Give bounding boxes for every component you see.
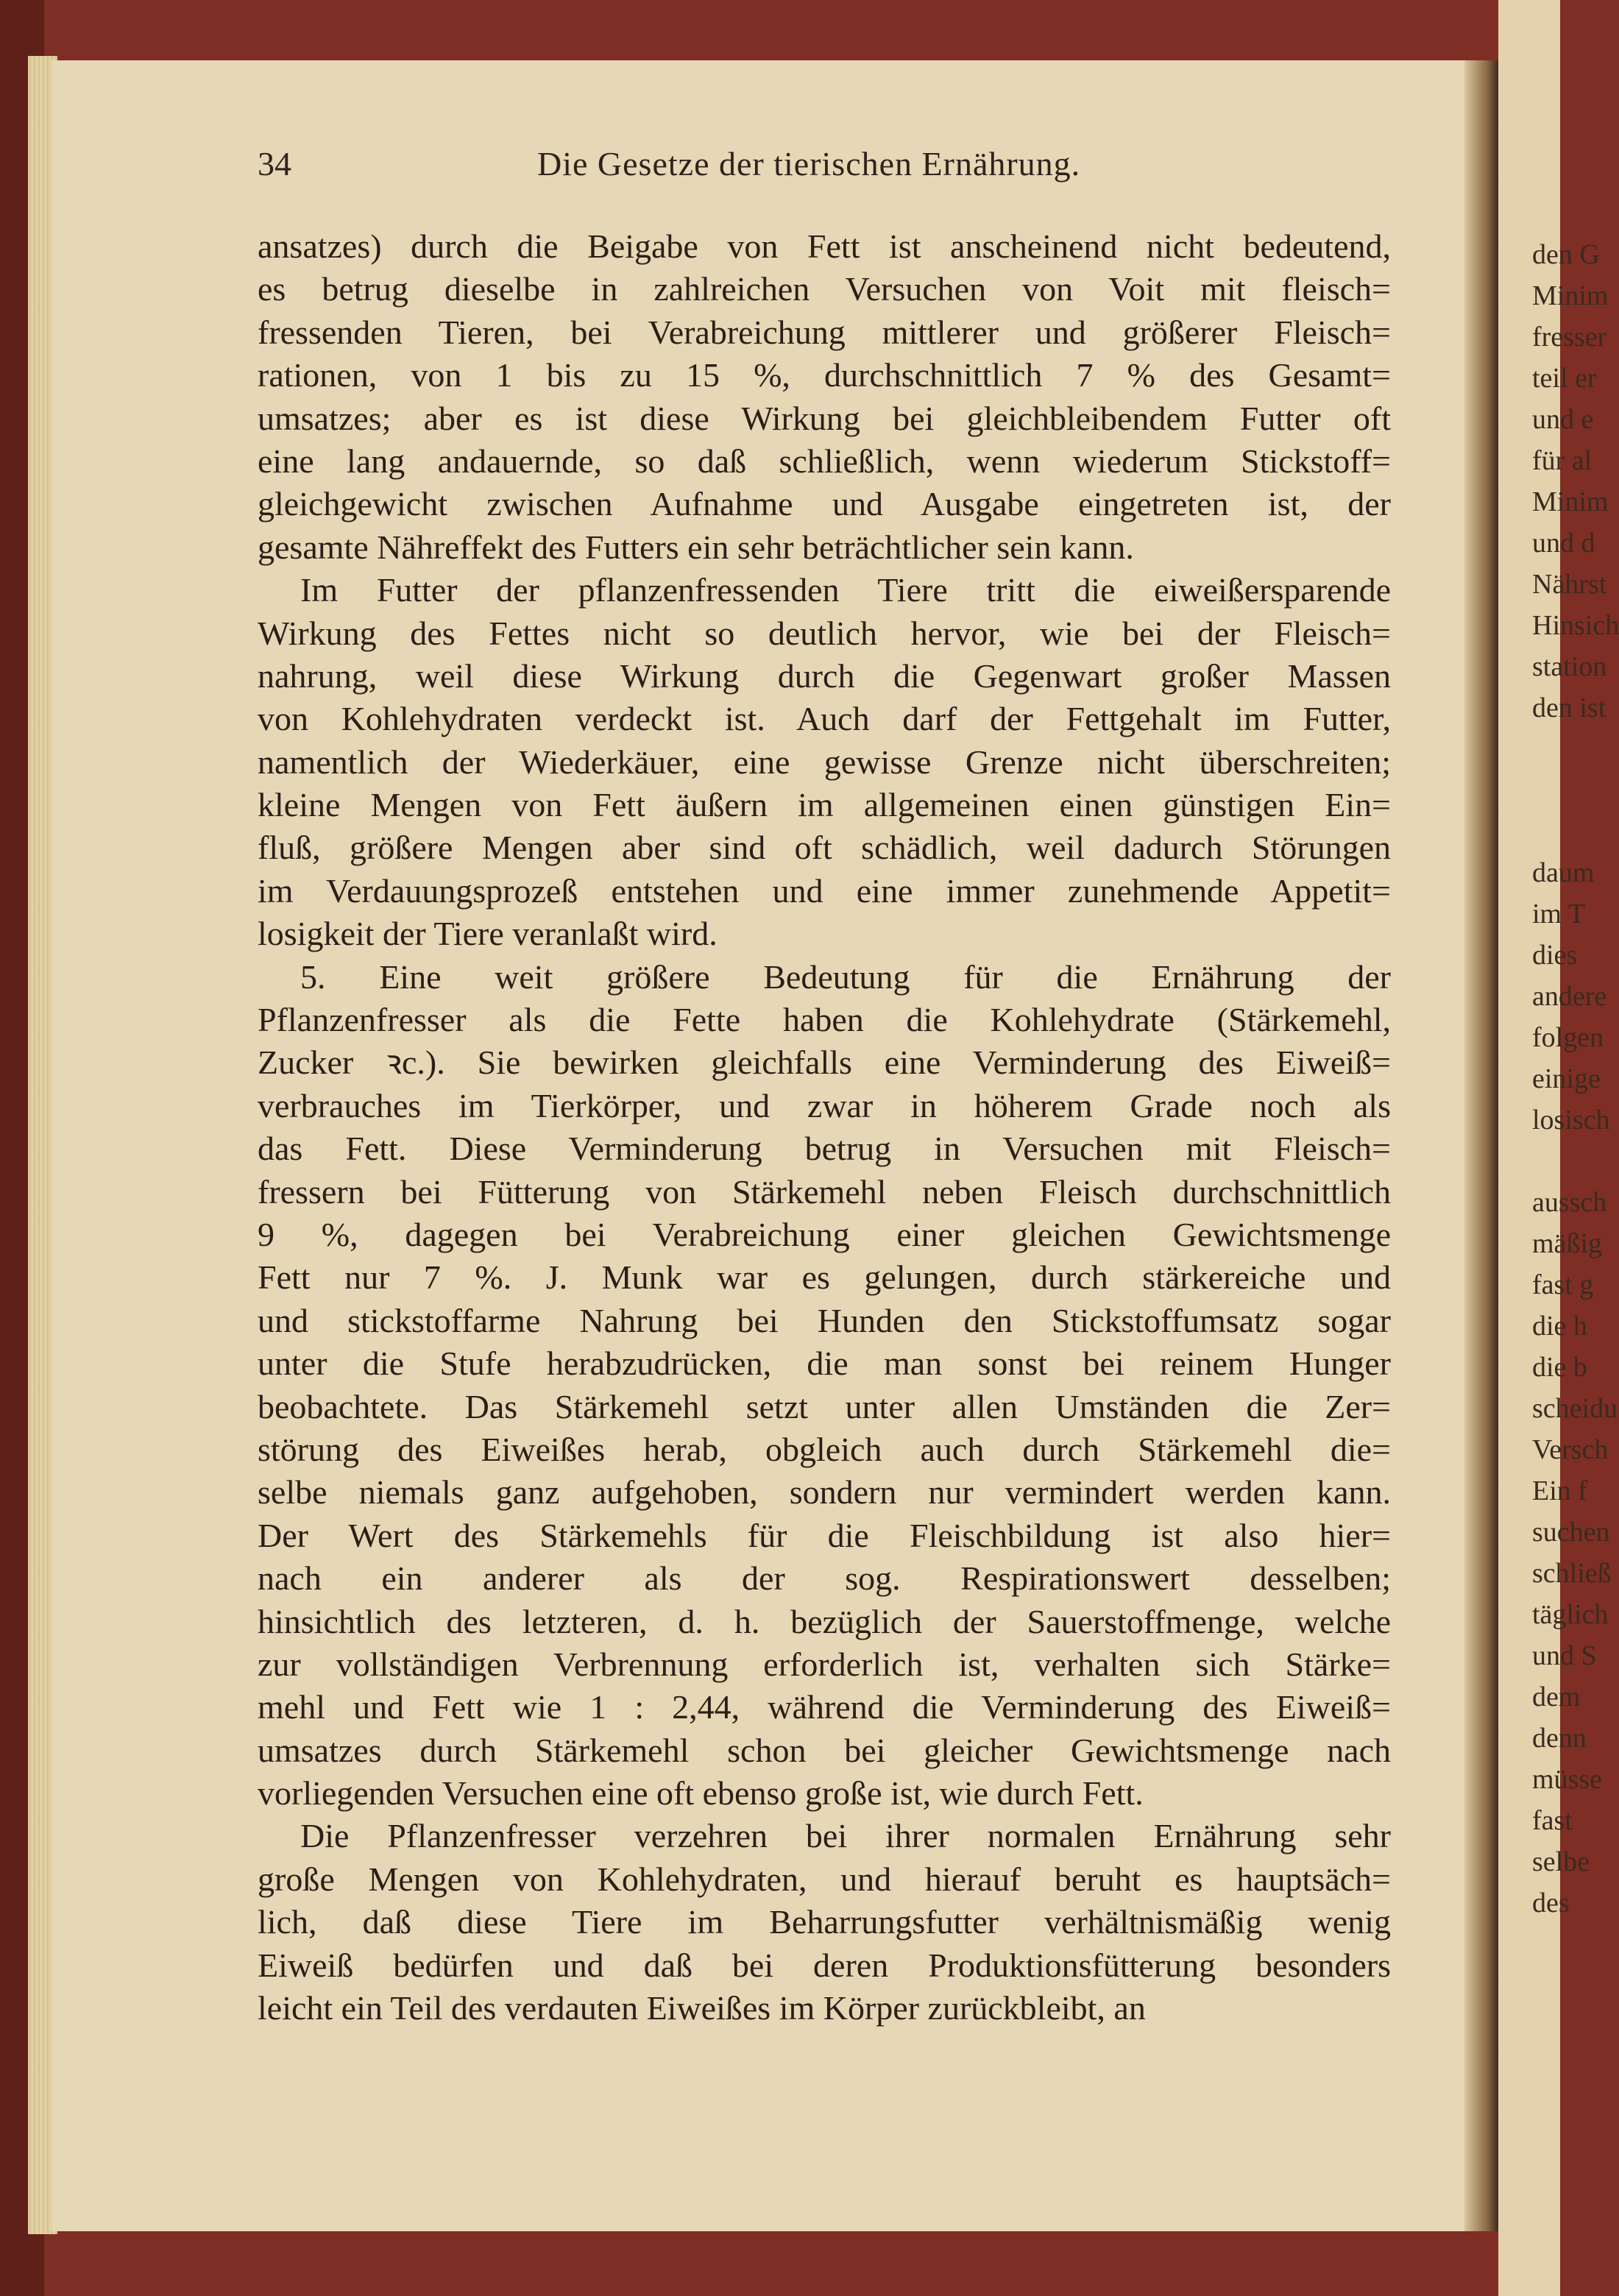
adjacent-page-fragment: müsse xyxy=(1532,1764,1602,1795)
text-line: nach ein anderer als der sog. Respirationswert desselben; xyxy=(258,1559,1391,1598)
text-line: 5. Eine weit größere Bedeutung für die Ernährung der xyxy=(300,957,1391,996)
text-line: störung des Eiweißes herab, obgleich auch durch Stärkemehl die= xyxy=(258,1430,1391,1468)
adjacent-page-fragment xyxy=(1532,729,1591,770)
text-line: Eiweiß bedürfen und daß bei deren Produktionsfütterung besonders xyxy=(258,1946,1391,1984)
adjacent-page-fragment: Ein f xyxy=(1532,1475,1587,1506)
text-line: kleine Mengen von Fett äußern im allgemeinen einen günstigen Ein= xyxy=(258,786,1391,824)
adjacent-page-fragment xyxy=(1532,1141,1591,1182)
text-line: und stickstoffarme Nahrung bei Hunden den Stickstoffumsatz sogar xyxy=(258,1301,1391,1339)
adjacent-page-fragment: und e xyxy=(1532,404,1594,435)
text-line: beobachtete. Das Stärkemehl setzt unter allen Umständen die Zer= xyxy=(258,1387,1391,1425)
text-line: Fett nur 7 %. J. Munk war es gelungen, durch stärkereiche und xyxy=(258,1258,1391,1297)
text-line: ansatzes) durch die Beigabe von Fett ist anscheinend nicht bedeutend, xyxy=(258,227,1391,265)
body-text xyxy=(258,225,1391,2030)
adjacent-page-fragment: Minim xyxy=(1532,486,1609,517)
adjacent-page-fragment: andere xyxy=(1532,981,1607,1012)
adjacent-page-fragment: und S xyxy=(1532,1640,1597,1671)
text-line: im Verdauungsprozeß entstehen und eine immer zunehmende Appetit= xyxy=(258,871,1391,910)
text-line: fressenden Tieren, bei Verabreichung mittlerer und größerer Fleisch= xyxy=(258,313,1391,351)
adjacent-page-fragment: Versch xyxy=(1532,1434,1609,1465)
text-line: zur vollständigen Verbrennung erforderlich ist, verhalten sich Stärke= xyxy=(258,1645,1391,1683)
text-line: gesamte Nähreffekt des Futters ein sehr beträchtlicher sein kann. xyxy=(258,528,1134,566)
text-line: selbe niemals ganz aufgehoben, sondern nur vermindert werden kann. xyxy=(258,1473,1391,1512)
adjacent-page-fragment: fast g xyxy=(1532,1269,1594,1300)
adjacent-page-fragment: im T xyxy=(1532,899,1586,929)
text-line: das Fett. Diese Verminderung betrug in Versuchen mit Fleisch= xyxy=(258,1130,1391,1168)
adjacent-page-fragment: den ist xyxy=(1532,692,1606,723)
adjacent-page-fragment: losisch xyxy=(1532,1105,1610,1135)
text-line: hinsichtlich des letzteren, d. h. bezüglich der Sauerstoffmenge, welche xyxy=(258,1602,1391,1640)
text-line: es betrug dieselbe in zahlreichen Versuchen von Voit mit fleisch= xyxy=(258,270,1391,308)
right-page-fragment xyxy=(1498,0,1619,2296)
text-line: verbrauches im Tierkörper, und zwar in höherem Grade noch als xyxy=(258,1086,1391,1124)
adjacent-page-fragment: dies xyxy=(1532,940,1578,971)
adjacent-page-fragment: die h xyxy=(1532,1311,1587,1342)
text-line: nahrung, weil diese Wirkung durch die Gegenwart großer Massen xyxy=(258,656,1391,695)
adjacent-page-fragment: aussch xyxy=(1532,1187,1607,1218)
text-line: große Mengen von Kohlehydraten, und hierauf beruht es hauptsäch= xyxy=(258,1860,1391,1898)
adjacent-page-fragment: denn xyxy=(1532,1723,1587,1754)
adjacent-page-fragment: schließ xyxy=(1532,1558,1612,1589)
text-line: Im Futter der pflanzenfressenden Tiere tritt die eiweißersparende xyxy=(300,571,1391,609)
adjacent-page-fragment: für al xyxy=(1532,445,1593,476)
text-line: Pflanzenfresser als die Fette haben die Kohlehydrate (Stärkemehl, xyxy=(258,1001,1391,1039)
adjacent-page-fragment: folgen xyxy=(1532,1022,1604,1053)
adjacent-page-fragment: station xyxy=(1532,651,1607,682)
text-line: gleichgewicht zwischen Aufnahme und Ausgabe eingetreten ist, der xyxy=(258,485,1391,523)
text-line: von Kohlehydraten verdeckt ist. Auch darf der Fettgehalt im Futter, xyxy=(258,700,1391,738)
text-line: vorliegenden Versuchen eine oft ebenso große ist, wie durch Fett. xyxy=(258,1774,1144,1813)
adjacent-page-fragment: Minim xyxy=(1532,280,1609,311)
adjacent-page-fragment: selbe xyxy=(1532,1846,1590,1877)
adjacent-page-fragment: dem xyxy=(1532,1682,1581,1712)
text-line: umsatzes; aber es ist diese Wirkung bei gleichbleibendem Futter oft xyxy=(258,399,1391,437)
text-line: 9 %, dagegen bei Verabreichung einer gleichen Gewichtsmenge xyxy=(258,1215,1391,1253)
adjacent-page-fragment: die b xyxy=(1532,1352,1587,1383)
adjacent-page-fragment: teil er xyxy=(1532,363,1597,394)
adjacent-page-fragment: den G xyxy=(1532,239,1600,270)
text-line: namentlich der Wiederkäuer, eine gewisse Grenze nicht überschreiten; xyxy=(258,743,1391,781)
text-line: Die Pflanzenfresser verzehren bei ihrer normalen Ernährung sehr xyxy=(300,1817,1391,1855)
book-gutter xyxy=(1464,60,1501,2231)
text-line: losigkeit der Tiere veranlaßt wird. xyxy=(258,915,718,953)
text-line: rationen, von 1 bis zu 15 %, durchschnittlich 7 % des Gesamt= xyxy=(258,356,1391,394)
adjacent-page-fragment: Nährst xyxy=(1532,569,1607,600)
adjacent-page-fragment: fast xyxy=(1532,1805,1573,1836)
adjacent-page-fragment xyxy=(1532,770,1591,811)
adjacent-page-fragment xyxy=(1532,811,1591,852)
text-line: eine lang andauernde, so daß schließlich, wenn wiederum Stickstoff= xyxy=(258,442,1391,480)
adjacent-page-fragment: Hinsich xyxy=(1532,610,1619,641)
adjacent-page-fragment: fresser xyxy=(1532,322,1607,352)
adjacent-page-fragment: scheidu xyxy=(1532,1393,1618,1424)
page-header xyxy=(258,144,1450,196)
text-line: Der Wert des Stärkemehls für die Fleischbildung ist also hier= xyxy=(258,1516,1391,1554)
adjacent-page-fragment: täglich xyxy=(1532,1599,1609,1630)
running-title: Die Gesetze der tierischen Ernährung. xyxy=(537,145,1081,183)
text-line: leicht ein Teil des verdauten Eiweißes im Körper zurückbleibt, an xyxy=(258,1989,1146,2027)
text-line: fluß, größere Mengen aber sind oft schädlich, weil dadurch Störungen xyxy=(258,829,1391,867)
adjacent-page-fragment: suchen xyxy=(1532,1517,1610,1548)
text-line: mehl und Fett wie 1 : 2,44, während die Verminderung des Eiweiß= xyxy=(258,1688,1391,1726)
text-line: unter die Stufe herabzudrücken, die man sonst bei reinem Hunger xyxy=(258,1344,1391,1383)
text-line: Wirkung des Fettes nicht so deutlich hervor, wie bei der Fleisch= xyxy=(258,614,1391,652)
page-number: 34 xyxy=(258,145,291,183)
adjacent-page-fragment: einige xyxy=(1532,1063,1601,1094)
adjacent-page-fragment: daum xyxy=(1532,857,1595,888)
right-page-text-fragments xyxy=(1532,234,1619,1924)
text-line: Zucker ꝛc.). Sie bewirken gleichfalls eine Verminderung des Eiweiß= xyxy=(258,1044,1391,1082)
adjacent-page-fragment: mäßig xyxy=(1532,1228,1602,1259)
text-line: umsatzes durch Stärkemehl schon bei gleicher Gewichtsmenge nach xyxy=(258,1731,1391,1769)
text-line: lich, daß diese Tiere im Beharrungsfutter verhältnismäßig wenig xyxy=(258,1903,1391,1941)
adjacent-page-fragment: und d xyxy=(1532,528,1595,559)
text-line: fressern bei Fütterung von Stärkemehl neben Fleisch durchschnittlich xyxy=(258,1172,1391,1211)
adjacent-page-fragment: des xyxy=(1532,1888,1570,1918)
